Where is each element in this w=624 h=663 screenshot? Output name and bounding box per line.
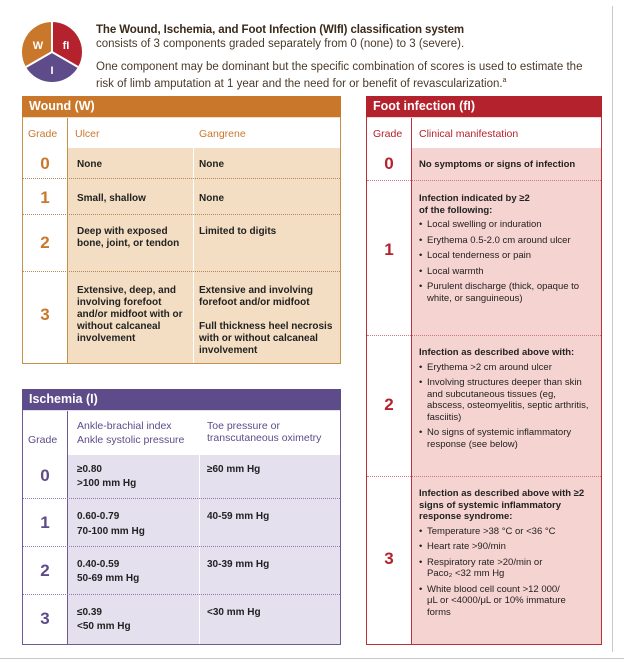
logo-letter-i: I [50,65,54,77]
wound-gangrene-1: None [199,193,224,204]
fi-col-manifestation: Clinical manifestation [419,128,519,140]
wifi-logo-icon [21,21,83,83]
intro-text: One component may be dominant but the specific combination of scores is used to estimate the risk of limb amputation at 1 year and the need for or benefit of revascularization. [96,61,583,90]
fi-lead-1: Infection indicated by ≥2 of the following: [419,193,530,216]
ischemia-col-toe: Toe pressure or transcutaneous oximetry [207,420,322,444]
ischemia-asp-0: >100 mm Hg [77,478,137,489]
row-divider [23,546,340,547]
fi-row-3 [419,488,593,622]
ischemia-divider [199,411,200,644]
intro-paragraph [96,60,596,91]
ischemia-toe-0: ≥60 mm Hg [207,464,261,475]
row-divider [23,594,340,595]
page-subtitle: consists of 3 components graded separately from 0 (none) to 3 (severe). [96,38,465,50]
fi-row-0 [419,159,595,171]
ischemia-toe-2: 30-39 mm Hg [207,559,270,570]
row-divider [23,178,340,179]
ischemia-divider [67,411,68,644]
list-item: • White blood cell count >12 000/μL or <4000/μL or 10% immature forms [419,584,567,619]
wound-gangrene-0: None [199,159,224,170]
wound-divider [67,118,68,363]
fi-grade-0: 0 [384,154,394,173]
fi-lead-3: Infection as described above with ≥2 signs of systemic inflammatory response syndrome: [419,488,585,522]
wound-ulcer-0: None [77,159,102,170]
ischemia-abi-1: 0.60-0.79 [77,511,120,522]
row-divider [23,214,340,215]
wound-ulcer-3: Extensive, deep, and involving forefoot and/or midfoot with or without calcaneal involvement [77,285,183,344]
wound-gangrene-3: Extensive and involving forefoot and/or midfoot [199,285,313,308]
list-item: • Involving structures deeper than skin and subcutaneous tissues (eg, abscess, osteomyelitis, septic arthritis, fasciitis) [419,377,593,423]
row-divider [367,180,601,181]
wound-col-grade: Grade [28,128,58,140]
ischemia-asp-2: 50-69 mm Hg [77,573,140,584]
list-item: • Local swelling or induration [419,219,579,231]
ischemia-toe-3: <30 mm Hg [207,607,261,618]
wound-ulcer-1: Small, shallow [77,193,146,204]
ischemia-panel-title: Ischemia (I) [22,389,341,410]
ischemia-grade-3: 3 [40,609,50,628]
ischemia-abi-3: ≤0.39 [77,607,102,618]
list-item: • Temperature >38 °C or <36 °C [419,526,593,538]
fi-col-grade: Grade [373,128,403,140]
ischemia-asp-1: 70-100 mm Hg [77,526,145,537]
fi-list-1 [419,219,579,304]
footnote-mark: a [502,77,507,84]
ischemia-grade-2: 2 [40,561,50,580]
ischemia-col-abi: Ankle-brachial index [77,420,172,432]
list-item: • Local tenderness or pain [419,250,579,262]
wound-grade-3: 3 [40,305,50,324]
list-item: • Heart rate >90/min [419,541,593,553]
fi-row-1 [419,193,579,308]
fi-grade-3: 3 [384,549,394,568]
fi-lead-2: Infection as described above with: [419,347,575,358]
wound-grade-column [23,148,67,363]
fi-grade-2: 2 [384,395,394,414]
fi-list-3 [419,526,593,619]
logo-letter-w: W [32,40,44,52]
wound-grade-0: 0 [40,154,50,173]
row-divider [23,498,340,499]
bottom-divider [0,658,624,659]
page-title: The Wound, Ischemia, and Foot Infection (WIfI) classification system [96,24,465,36]
row-divider [23,271,340,272]
row-divider [367,335,601,336]
list-item: • No signs of systemic inflammatory response (see below) [419,427,593,450]
wound-panel-title: Wound (W) [22,96,341,117]
row-divider [367,476,601,477]
wound-gangrene-2: Limited to digits [199,226,277,237]
wound-grade-2: 2 [40,233,50,252]
ischemia-grade-0: 0 [40,466,50,485]
ischemia-col-grade: Grade [28,434,58,446]
fi-list-2 [419,362,593,451]
ischemia-toe-1: 40-59 mm Hg [207,511,270,522]
wound-column-header-row [23,118,340,148]
fi-row-2 [419,347,593,454]
ischemia-grade-1: 1 [40,513,50,532]
list-item: • Erythema >2 cm around ulcer [419,362,593,374]
list-item: • Purulent discharge (thick, opaque to white, or sanguineous) [419,281,592,304]
ischemia-abi-0: ≥0.80 [77,464,102,475]
wound-grade-1: 1 [40,188,50,207]
foot-infection-divider [411,118,412,644]
ischemia-col-asp: Ankle systolic pressure [77,434,185,446]
fi-lead-0: No symptoms or signs of infection [419,159,576,170]
ischemia-asp-3: <50 mm Hg [77,621,131,632]
list-item: • Erythema 0.5-2.0 cm around ulcer [419,235,607,247]
wound-col-gangrene: Gangrene [199,128,246,140]
ischemia-abi-2: 0.40-0.59 [77,559,120,570]
list-item: • Local warmth [419,266,579,278]
wound-gangrene-3b: Full thickness heel necrosis with or without calcaneal involvement [199,321,333,356]
list-item: • Respiratory rate >20/min or Paco₂ <32 mm Hg [419,557,557,580]
fi-grade-1: 1 [384,240,394,259]
wound-col-ulcer: Ulcer [75,128,100,140]
wound-ulcer-2: Deep with exposed bone, joint, or tendon [77,226,180,249]
foot-infection-panel-title: Foot infection (fI) [366,96,602,117]
logo-letter-fi: fI [62,40,70,52]
wound-divider [193,118,194,363]
